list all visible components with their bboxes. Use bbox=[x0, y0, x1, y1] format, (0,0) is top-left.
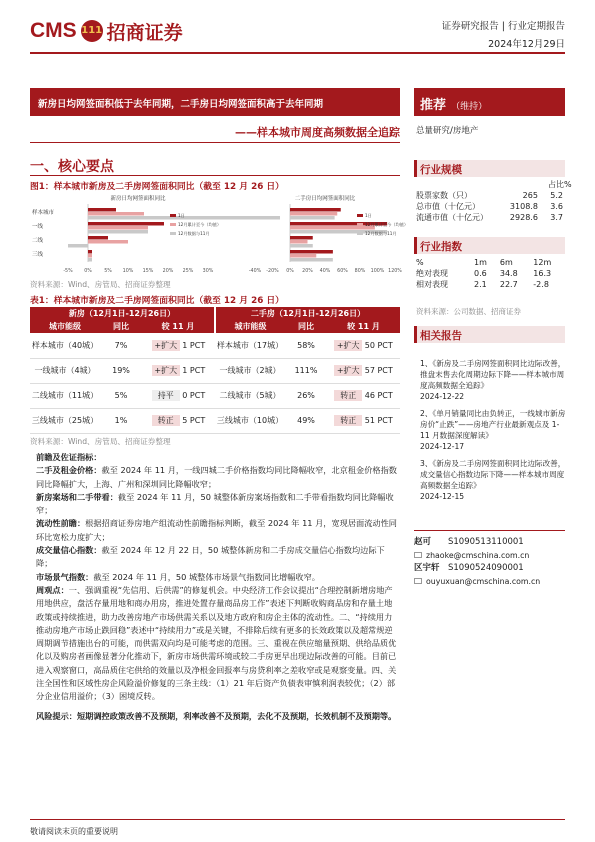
bar-mark bbox=[290, 226, 375, 230]
industry-scale-header bbox=[414, 160, 565, 177]
bar-mark bbox=[88, 236, 108, 240]
city-tier: 三线城市（25城） bbox=[30, 408, 100, 433]
pct-value: 1 PCT bbox=[182, 340, 206, 350]
change-cell bbox=[327, 408, 400, 433]
col-header: 同比 bbox=[285, 320, 327, 333]
legend-label: 12月数据与11月 bbox=[178, 231, 210, 236]
footer-rule bbox=[30, 819, 565, 820]
city-tier: 三线城市（10城） bbox=[215, 408, 285, 433]
legend-swatch bbox=[357, 232, 363, 235]
analyst-rule bbox=[414, 530, 565, 531]
rating-label: 推荐 bbox=[420, 98, 447, 113]
col-header: 较 11 月 bbox=[327, 320, 400, 333]
index-label: 相对表现 bbox=[416, 280, 448, 289]
index-label: 绝对表现 bbox=[416, 269, 448, 278]
trend-badge: +扩大 bbox=[152, 365, 180, 376]
scale-value: 265 bbox=[522, 191, 538, 200]
pct-value: 51 PCT bbox=[364, 416, 393, 425]
related-report-item[interactable] bbox=[420, 458, 566, 502]
scale-label: 流通市值（十亿元） bbox=[416, 213, 488, 222]
tick-label: -5% bbox=[63, 269, 73, 274]
report-subtype: 行业定期报告 bbox=[507, 21, 565, 32]
scale-pct-header: 占比% bbox=[548, 180, 572, 189]
table-title: 表1：样本城市新房及二手房网签面积同比（截至 12 月 26 日） bbox=[30, 296, 284, 306]
industry-scale-title: 行业规模 bbox=[420, 164, 462, 176]
tick-label: 15% bbox=[142, 269, 154, 274]
analyst-block bbox=[414, 536, 565, 588]
bar-mark bbox=[290, 208, 341, 212]
bar-mark bbox=[88, 222, 164, 226]
index-value: 34.8 bbox=[499, 269, 518, 278]
report-meta: 证券研究报告 | 行业定期报告 2024年12月29日 bbox=[441, 21, 565, 50]
tick-label: 100% bbox=[370, 269, 385, 274]
second-house-header: 二手房（12月1日-12月26日） bbox=[215, 307, 400, 320]
scale-label: 总市值（十亿元） bbox=[416, 202, 480, 211]
category-label: 样本城市 bbox=[32, 210, 55, 216]
bar-mark bbox=[88, 230, 148, 234]
logo-cn-text: 招商证券 bbox=[106, 21, 183, 44]
scale-row bbox=[414, 212, 565, 223]
trend-badge: 转正 bbox=[152, 415, 180, 426]
bar-mark bbox=[88, 226, 148, 230]
index-header-row bbox=[414, 257, 565, 268]
index-source: 资料来源：公司数据、招商证券 bbox=[416, 307, 521, 316]
table-row bbox=[30, 358, 400, 383]
trend-badge: 转正 bbox=[334, 415, 362, 426]
body-paragraph: 截至 2024 年 11 月，50 城整体新房案场指数和二手带看指数均同比降幅收窄； bbox=[36, 491, 394, 516]
bar-mark bbox=[88, 240, 128, 244]
industry-index-title: 行业指数 bbox=[420, 241, 462, 253]
bar-mark bbox=[88, 212, 144, 216]
industry-index-header bbox=[414, 237, 565, 254]
header-rule bbox=[30, 52, 565, 54]
bar-mark bbox=[290, 236, 313, 240]
bar-mark bbox=[290, 212, 337, 216]
tick-label: 10% bbox=[122, 269, 134, 274]
table-source: 资料来源：Wind、房管局、招商证券整理 bbox=[30, 437, 171, 446]
cms-logo bbox=[30, 18, 183, 44]
body-label: 新房案场和二手带看： bbox=[36, 491, 118, 502]
scale-pct: 3.6 bbox=[550, 202, 563, 211]
tick-label: 40% bbox=[319, 269, 331, 274]
yoy-value: 7% bbox=[100, 333, 142, 358]
chart-title: 二手房日均网签面积同比 bbox=[294, 196, 356, 202]
yoy-value: 19% bbox=[100, 358, 142, 383]
legend-swatch bbox=[170, 232, 176, 235]
change-cell bbox=[142, 333, 215, 358]
change-cell bbox=[142, 358, 215, 383]
banner-rule bbox=[30, 142, 400, 143]
related-report-title[interactable]: 3、《新房及二手房网签面积同比边际改善，成交量信心指数边际下降——样本城市周度高频数据全追踪》 bbox=[420, 459, 566, 490]
scale-value: 2928.6 bbox=[509, 213, 538, 222]
yoy-table bbox=[30, 307, 400, 434]
tick-label: 80% bbox=[354, 269, 366, 274]
section-title: 一、核心要点 bbox=[30, 159, 114, 175]
chart-title: 新房日均网签面积同比 bbox=[110, 196, 166, 202]
risk-text: 短期调控政策改善不及预期，利率改善不及预期，去化不及预期，长效机制不及预期等。 bbox=[76, 710, 397, 721]
analyst-name: 区宇轩 bbox=[414, 563, 440, 573]
city-tier: 样本城市（40城） bbox=[30, 333, 100, 358]
category-label: 三线 bbox=[32, 252, 44, 258]
pct-value: 5 PCT bbox=[182, 416, 206, 425]
change-cell bbox=[327, 333, 400, 358]
rating-sub: （维持） bbox=[451, 102, 488, 112]
table-group-header bbox=[30, 307, 400, 320]
body-paragraph: 截至 2024 年 12 月 22 日，50 城整体新房和二手房成交量信心指数均边际下降； bbox=[36, 545, 385, 569]
related-report-title[interactable]: 1、《新房及二手房网签面积同比边际改善，推盘末售去化周期边际下降——样本城市周度高频数据全追踪》 bbox=[420, 359, 566, 390]
legend-label: 1日 bbox=[365, 213, 372, 218]
legend-swatch bbox=[170, 223, 176, 226]
table-col-header bbox=[30, 320, 400, 333]
yoy-value: 111% bbox=[285, 358, 327, 383]
new-house-header: 新房（12月1日-12月26日） bbox=[30, 307, 215, 320]
body-paragraph: 截至 2024 年 11 月，一线四城二手价格指数均同比降幅收窄，北京租金价格指数同比降幅扩大，上海、广州和深圳同比降幅收窄； bbox=[36, 465, 397, 489]
analyst-email[interactable]: ouyuxuan@cmschina.com.cn bbox=[426, 577, 541, 586]
body-paragraph: 一、强调重视“先信用、后供需”的修复机会。中央经济工作会议提出“合理控制新增房地产用地供应，盘活存量用地和商办用房，推进处置存量商品房工作”表述下判断收购商品房和存量土地政策或持续推进，助力改善房地产市场供需关系以及地方政府和房企主体的流动性。二、“持续用力推动房地产市场止跌回稳”表述中“持续用力”或是关键，不排除后续有更多的长效政策以及超常规逆周期调节措施出台的可能，而供需双向均是可能考虑的范围。三、重视在供应缩量预期、供给品质优化以及购房者画像显著分化推动下，新房市场供需环境或较二手房更早出现边际改善的可能。目前已进入观察窗口，高品质住宅供给的效量以及净根金回报率与房贷利率之差收窄或是观察变量。四、关注全国性和区域性房企风险溢价修复的三条主线：（1）21 年后资产负债表审慎利润表较优；（2）部分企业信用溢价；（3）困境反转。 bbox=[36, 584, 397, 702]
city-tier: 一线城市（2城） bbox=[215, 358, 285, 383]
analyst-email[interactable]: zhaoke@cmschina.com.cn bbox=[426, 551, 530, 560]
figure-source: 资料来源：Wind、房管局、招商证券整理 bbox=[30, 280, 171, 289]
related-report-date: 2024-12-17 bbox=[420, 442, 465, 451]
body-label: 市场景气指数： bbox=[36, 571, 94, 582]
pct-value: 57 PCT bbox=[364, 366, 393, 375]
related-report-title[interactable]: 2、《单月销量同比由负转正，一线城市新房房价“止跌”——房地产行业最新观点及 1-11 月数据深度解读》 bbox=[420, 409, 566, 440]
analyst-name: 赵可 bbox=[414, 537, 432, 547]
banner-title-text: 新房日均网签面积低于去年同期，二手房日均网签面积高于去年同期 bbox=[38, 99, 324, 110]
table-row bbox=[30, 408, 400, 433]
index-col: 6m bbox=[499, 258, 513, 267]
mail-icon bbox=[414, 578, 422, 584]
col-header: 同比 bbox=[100, 320, 142, 333]
logo-cms-text: CMS bbox=[30, 19, 77, 42]
tick-label: 0% bbox=[84, 269, 92, 274]
body-heading: 前瞻及佐证指标： bbox=[36, 452, 102, 462]
report-date: 2024年12月29日 bbox=[488, 39, 565, 50]
index-col: 1m bbox=[474, 258, 487, 267]
industry-index-table bbox=[414, 257, 565, 290]
category-label: 总量研究/房地产 bbox=[416, 126, 479, 136]
col-header: 城市能级 bbox=[215, 320, 285, 333]
tick-label: 120% bbox=[388, 269, 402, 274]
banner-title bbox=[30, 88, 400, 116]
related-report-item[interactable] bbox=[420, 408, 566, 452]
figure-charts bbox=[30, 192, 409, 276]
analyst-row bbox=[414, 562, 565, 575]
legend-label: 12月累计至今（均值） bbox=[178, 222, 222, 227]
pct-value: 50 PCT bbox=[364, 340, 393, 350]
bar-mark bbox=[290, 240, 308, 244]
banner-subtitle: ——样本城市周度高频数据全追踪 bbox=[235, 126, 400, 139]
yoy-value: 58% bbox=[285, 333, 327, 358]
body-text bbox=[36, 451, 400, 723]
industry-scale-table bbox=[414, 190, 565, 223]
figure-title: 图1：样本城市新房及二手房网签面积同比（截至 12 月 26 日） bbox=[30, 182, 284, 192]
risk-label: 风险提示： bbox=[36, 710, 77, 721]
charts-svg bbox=[30, 192, 409, 276]
change-cell bbox=[142, 383, 215, 408]
col-header: 较 11 月 bbox=[142, 320, 215, 333]
body-label: 周观点： bbox=[36, 584, 69, 595]
bar-mark bbox=[88, 250, 92, 254]
bar-mark bbox=[290, 216, 335, 220]
legend-label: 12月数据与11月 bbox=[365, 231, 397, 236]
related-reports-title: 相关报告 bbox=[420, 330, 462, 342]
related-reports-header bbox=[414, 326, 565, 343]
related-reports-list bbox=[420, 358, 566, 502]
related-report-item[interactable] bbox=[420, 358, 566, 402]
index-row bbox=[414, 268, 565, 279]
trend-badge: 转正 bbox=[334, 390, 362, 401]
pct-value: 0 PCT bbox=[182, 391, 206, 400]
scale-pct: 5.2 bbox=[550, 191, 563, 200]
legend-swatch bbox=[357, 223, 363, 226]
rating-box bbox=[414, 88, 565, 116]
tick-label: 5% bbox=[104, 269, 112, 274]
change-cell bbox=[327, 383, 400, 408]
scale-row bbox=[414, 190, 565, 201]
analyst-id: S1090524090001 bbox=[448, 563, 524, 573]
index-value: 22.7 bbox=[499, 280, 518, 289]
scale-row bbox=[414, 201, 565, 212]
analyst-row bbox=[414, 536, 565, 549]
category-label: 二线 bbox=[32, 238, 44, 244]
index-value: 2.1 bbox=[474, 280, 487, 289]
body-label: 二手及租金价格： bbox=[36, 465, 102, 476]
legend-swatch bbox=[357, 214, 363, 217]
index-value: 16.3 bbox=[533, 269, 552, 278]
legend-label: 1日 bbox=[178, 213, 185, 218]
related-report-date: 2024-12-22 bbox=[420, 392, 465, 401]
tick-label: -20% bbox=[266, 269, 279, 274]
trend-badge: +扩大 bbox=[152, 340, 180, 351]
scale-pct: 3.7 bbox=[550, 213, 563, 222]
logo-emblem-icon: 111 bbox=[81, 20, 103, 42]
yoy-value: 26% bbox=[285, 383, 327, 408]
bar-mark bbox=[68, 244, 88, 248]
tick-label: 20% bbox=[302, 269, 313, 274]
bar-mark bbox=[290, 244, 313, 248]
trend-badge: +扩大 bbox=[334, 365, 362, 376]
index-value: -2.8 bbox=[533, 280, 549, 289]
bar-mark bbox=[88, 254, 92, 258]
city-tier: 二线城市（11城） bbox=[30, 383, 100, 408]
col-header: 城市能级 bbox=[30, 320, 100, 333]
table-row bbox=[30, 333, 400, 358]
footer-note: 敬请阅读末页的重要说明 bbox=[30, 827, 118, 836]
pct-value: 1 PCT bbox=[182, 366, 206, 375]
scale-value: 3108.8 bbox=[509, 202, 538, 211]
yoy-value: 1% bbox=[100, 408, 142, 433]
yoy-value: 49% bbox=[285, 408, 327, 433]
analyst-email-row bbox=[414, 549, 565, 562]
table-row bbox=[30, 383, 400, 408]
legend-swatch bbox=[170, 214, 176, 217]
pct-value: 46 PCT bbox=[364, 391, 393, 400]
body-label: 流动性前瞻： bbox=[36, 518, 86, 529]
city-tier: 二线城市（5城） bbox=[215, 383, 285, 408]
bar-mark bbox=[290, 250, 333, 254]
bar-mark bbox=[88, 258, 92, 262]
tick-label: 60% bbox=[337, 269, 348, 274]
mail-icon bbox=[414, 552, 422, 558]
bar-mark bbox=[88, 208, 116, 212]
trend-badge: +扩大 bbox=[334, 340, 362, 351]
tick-label: -40% bbox=[248, 269, 262, 274]
analyst-email-row bbox=[414, 575, 565, 588]
bar-mark bbox=[290, 254, 316, 258]
index-row bbox=[414, 279, 565, 290]
tick-label: 30% bbox=[202, 269, 214, 274]
index-col: % bbox=[416, 258, 424, 267]
change-cell bbox=[142, 408, 215, 433]
city-tier: 样本城市（17城） bbox=[215, 333, 285, 358]
related-report-date: 2024-12-15 bbox=[420, 492, 465, 501]
index-col: 12m bbox=[533, 258, 552, 267]
category-label: 一线 bbox=[32, 224, 44, 230]
yoy-value: 5% bbox=[100, 383, 142, 408]
report-type: 证券研究报告 bbox=[441, 21, 499, 32]
trend-badge: 持平 bbox=[152, 390, 180, 401]
index-value: 0.6 bbox=[474, 269, 487, 278]
tick-label: 20% bbox=[162, 269, 174, 274]
analyst-id: S1090513110001 bbox=[448, 537, 524, 547]
city-tier: 一线城市（4城） bbox=[30, 358, 100, 383]
body-paragraph: 根据招商证券房地产组流动性前瞻指标判断，截至 2024 年 11 月，宽现居面流动性同环比宽松力度扩大； bbox=[36, 518, 397, 542]
change-cell bbox=[327, 358, 400, 383]
body-paragraph: 截至 2024 年 11 月，50 城整体市场景气指数同比增幅收窄。 bbox=[93, 571, 320, 582]
body-label: 成交量信心指数： bbox=[36, 545, 102, 556]
scale-label: 股票家数（只） bbox=[416, 191, 472, 200]
bar-mark bbox=[290, 258, 333, 262]
legend-label: 12月累计至今（均值） bbox=[365, 222, 409, 227]
tick-label: 25% bbox=[182, 269, 194, 274]
tick-label: 0% bbox=[286, 269, 294, 274]
section-rule bbox=[30, 175, 400, 176]
